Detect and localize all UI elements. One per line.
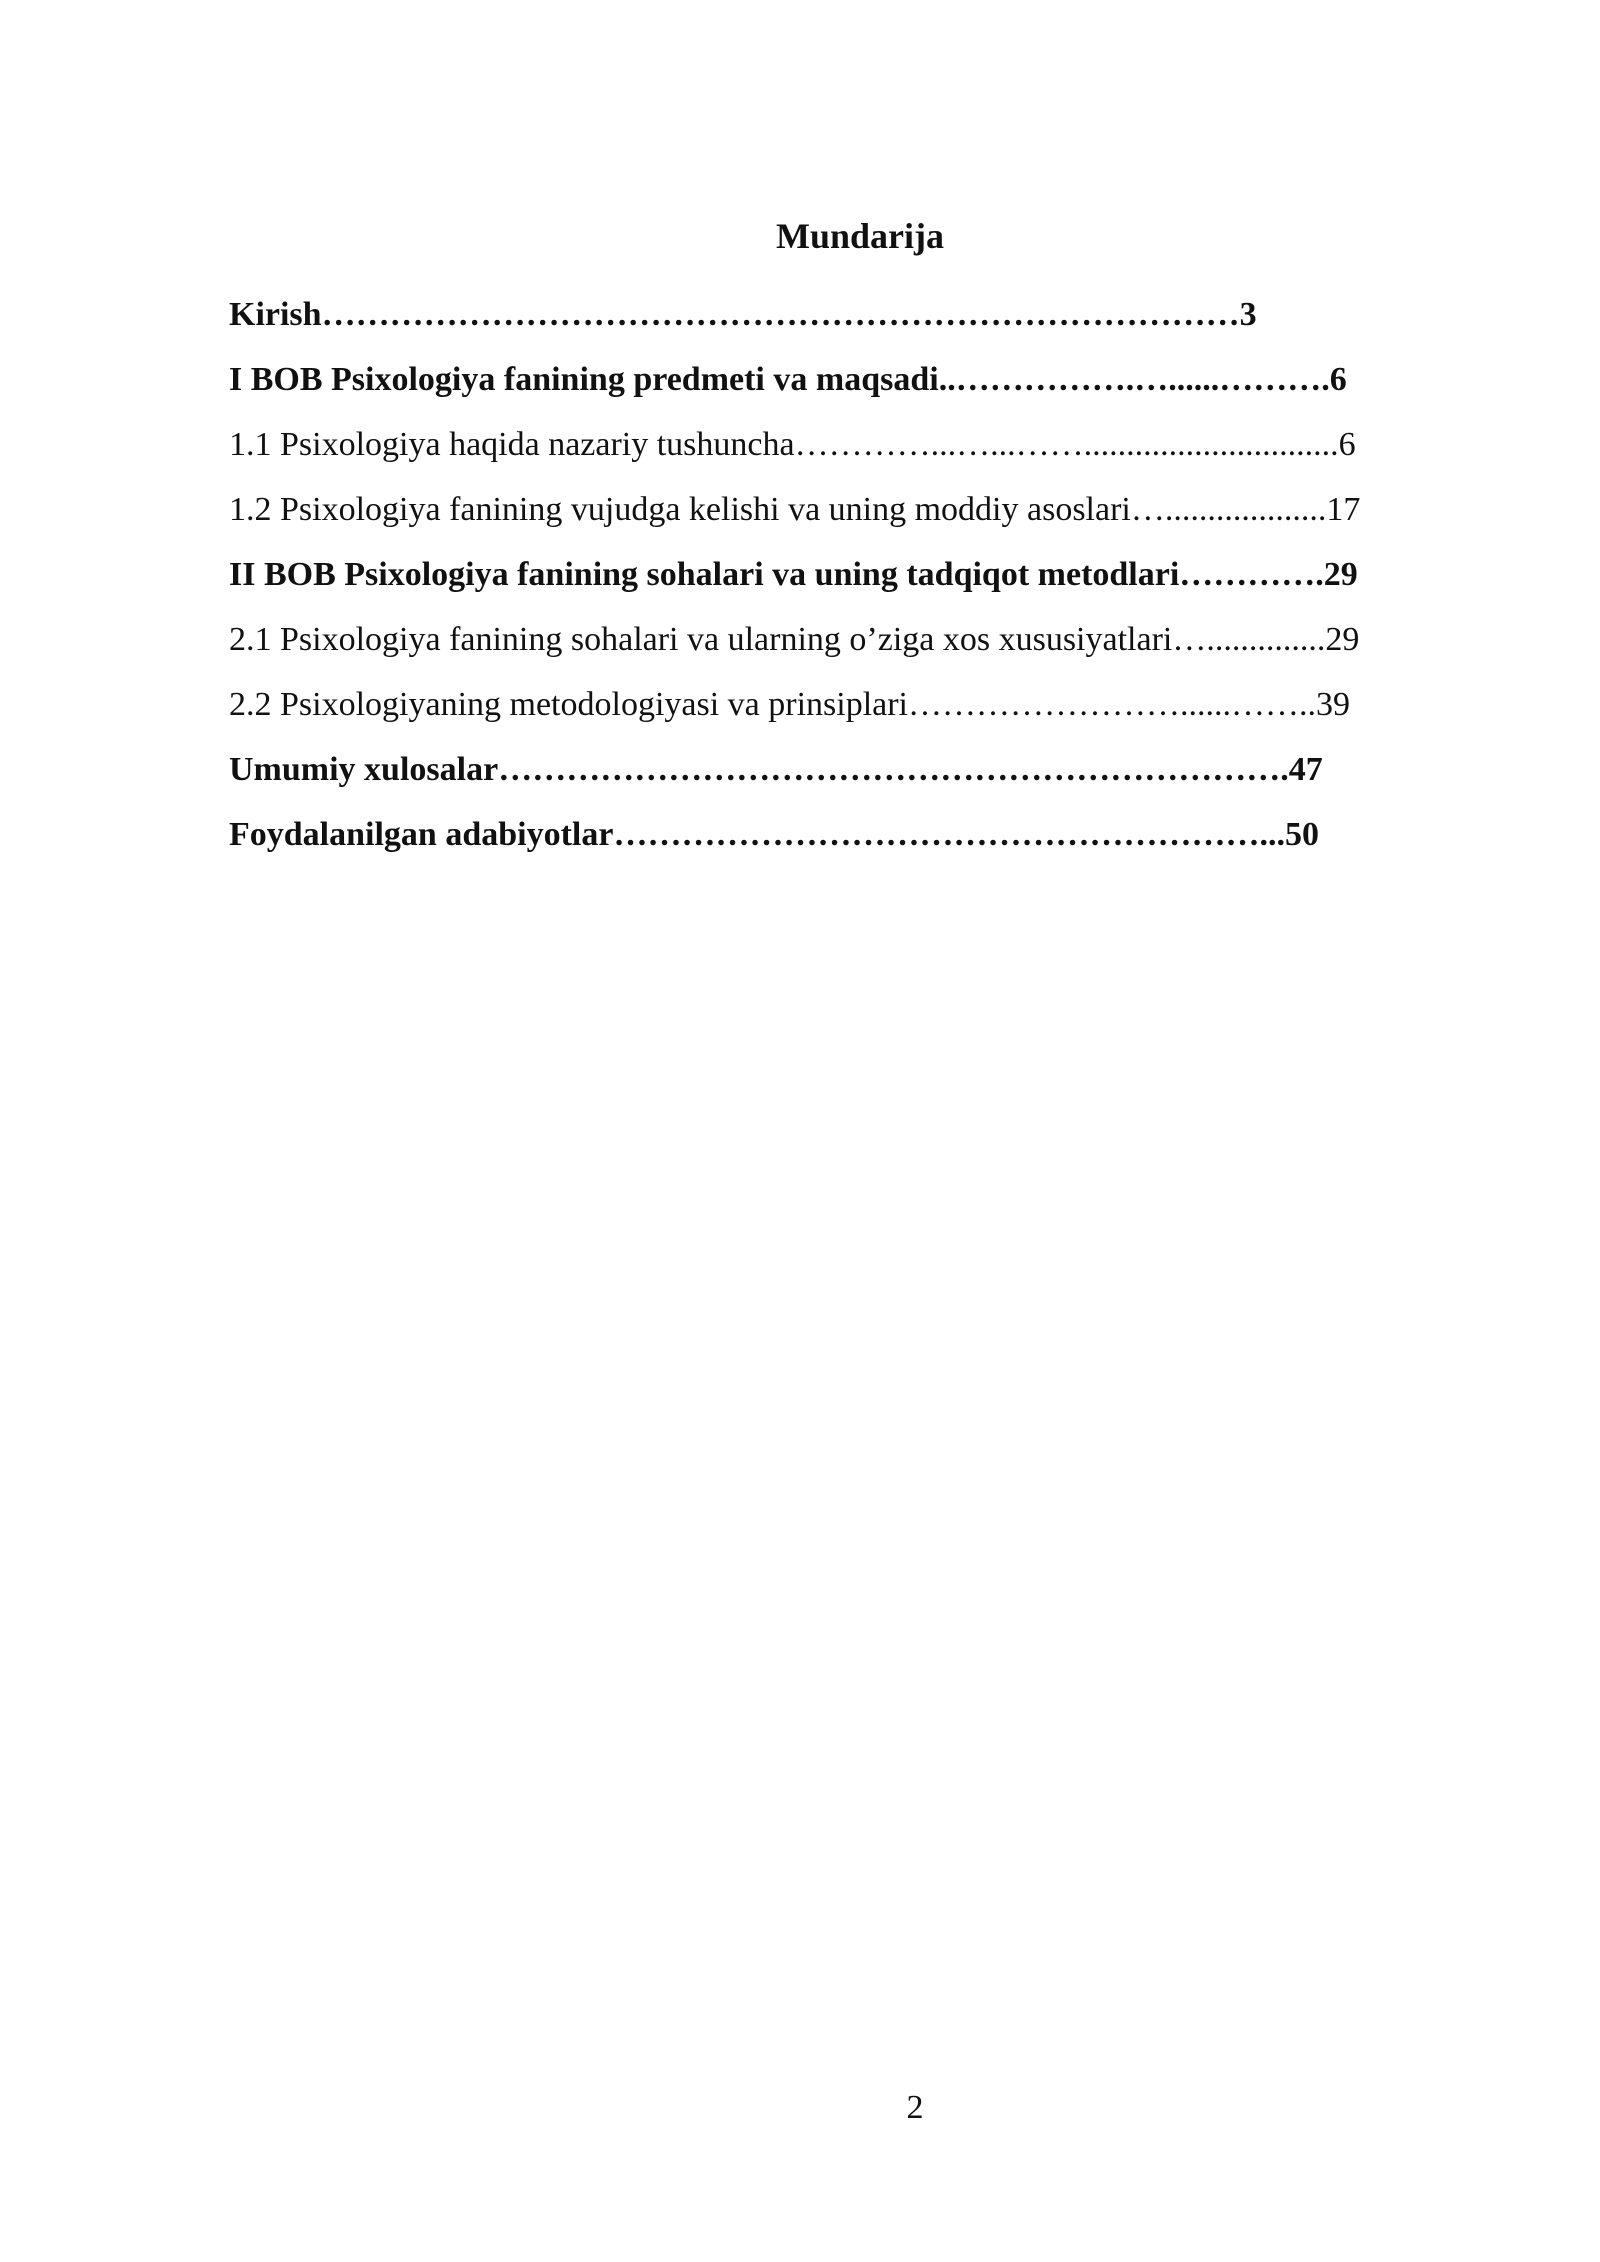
toc-entry-label: Umumiy xulosalar <box>229 750 499 788</box>
toc-entry <box>229 412 1489 477</box>
page-number: 2 <box>906 2089 924 2126</box>
toc-entry-leader: …………...…...……..............................6 <box>794 425 1356 463</box>
toc-entry-leader: ……………………......……..39 <box>908 685 1351 723</box>
toc-entry-leader: …………………………………………………...50 <box>613 815 1319 853</box>
toc-entry-label: II BOB Psixologiya fanining sohalari va uning tadqiqot metodlari <box>229 555 1180 593</box>
toc-entry-leader: …..............29 <box>1172 620 1360 658</box>
toc-entry-leader: ………………………………………………………………………3 <box>321 295 1257 333</box>
toc-title: Mundarija <box>775 216 944 256</box>
toc-entry-leader: ..…………….…......……….6 <box>938 360 1347 398</box>
toc-entry <box>229 607 1489 672</box>
toc-entry <box>229 542 1489 607</box>
toc-entry <box>229 477 1489 542</box>
table-of-contents <box>229 282 1489 867</box>
toc-entry <box>229 672 1489 737</box>
toc-entry <box>229 282 1489 347</box>
toc-entry <box>229 802 1489 867</box>
toc-entry-label: Kirish <box>229 295 322 333</box>
toc-entry <box>229 347 1489 412</box>
toc-entry-label: Foydalanilgan adabiyotlar <box>229 815 614 853</box>
toc-entry-label: 1.2 Psixologiya fanining vujudga kelishi va uning moddiy asoslari <box>229 490 1131 528</box>
toc-entry-leader: …...................17 <box>1130 490 1361 528</box>
toc-entry-leader: ………….29 <box>1179 555 1358 593</box>
toc-entry-label: 2.1 Psixologiya fanining sohalari va ularning o’ziga xos xususiyatlari <box>229 620 1173 658</box>
toc-entry <box>229 737 1489 802</box>
toc-entry-leader: …………………………………………………………….47 <box>498 750 1323 788</box>
toc-entry-label: 1.1 Psixologiya haqida nazariy tushuncha <box>229 425 795 463</box>
toc-entry-label: I BOB Psixologiya fanining predmeti va maqsadi <box>229 360 939 398</box>
toc-entry-label: 2.2 Psixologiyaning metodologiyasi va prinsiplari <box>229 685 909 723</box>
